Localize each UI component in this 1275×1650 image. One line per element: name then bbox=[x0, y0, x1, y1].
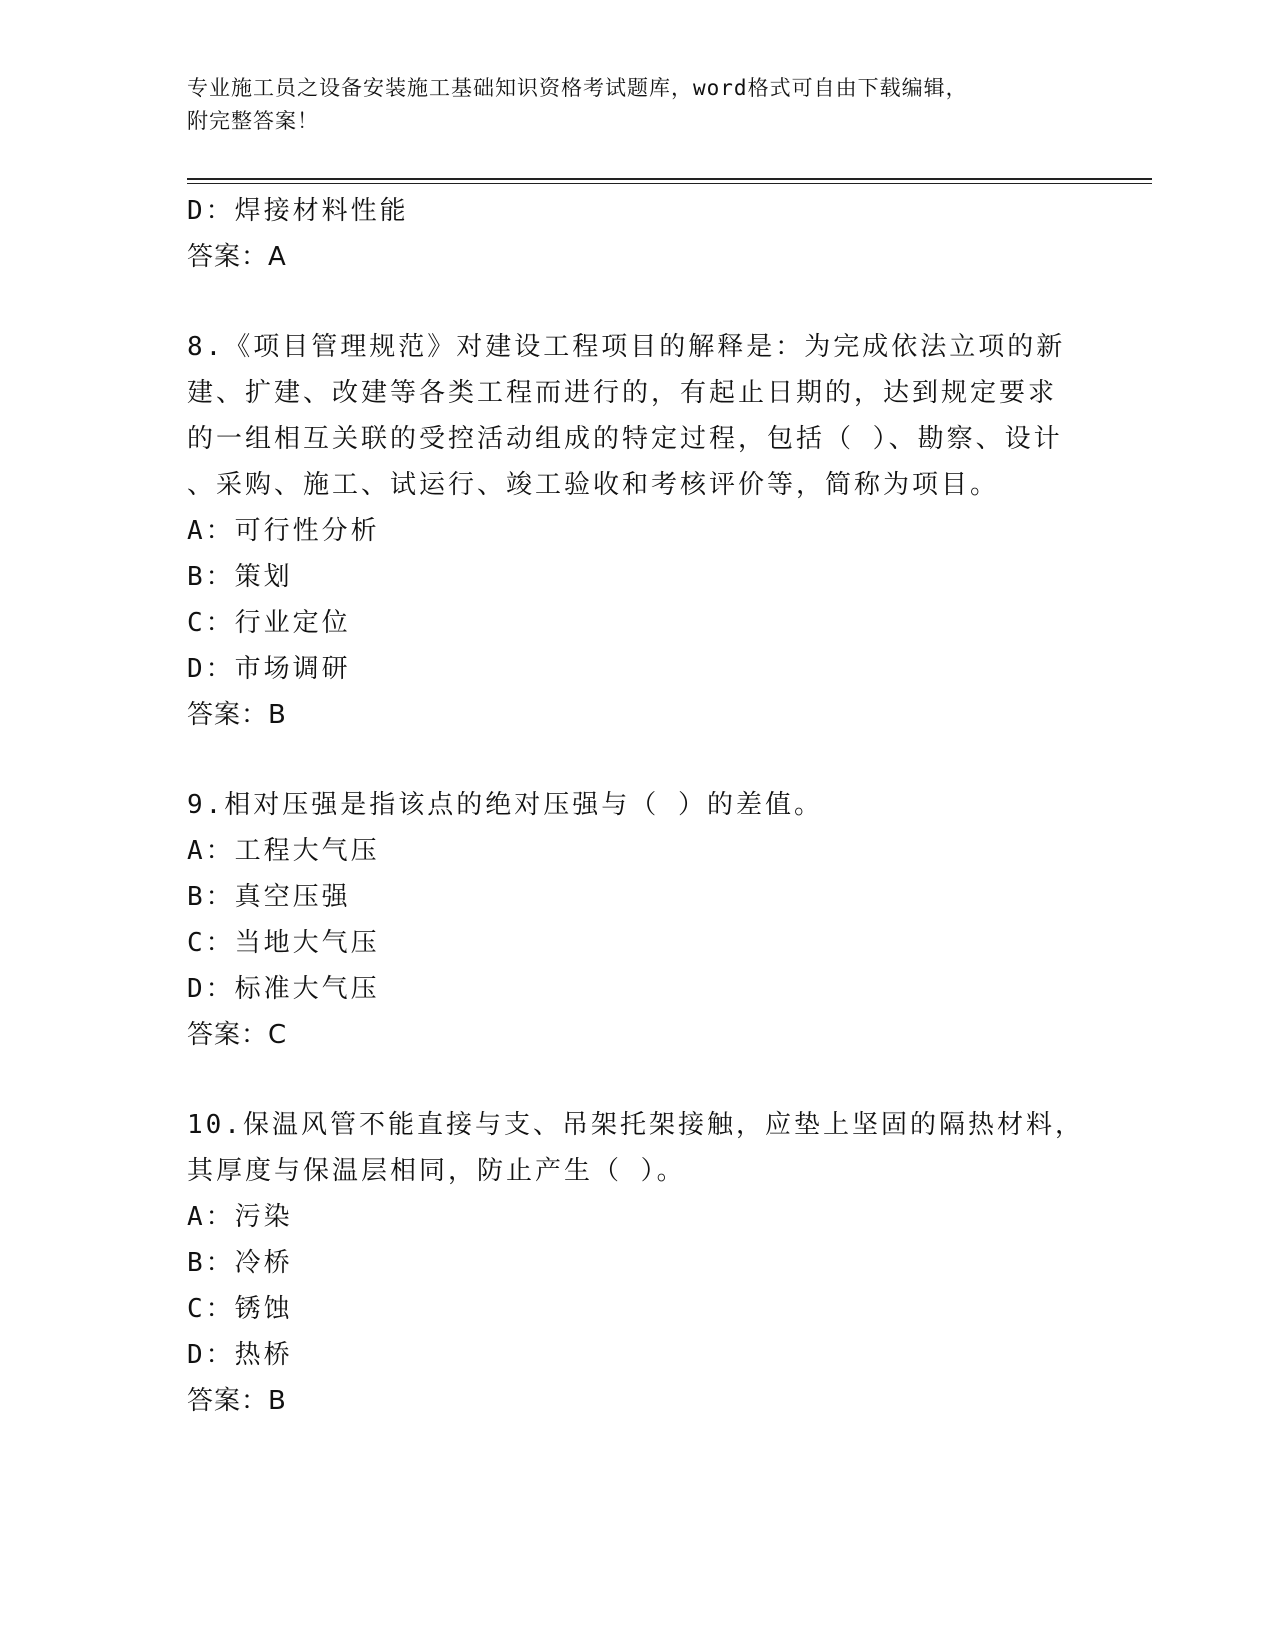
answer-label: 答案：A bbox=[187, 242, 287, 272]
question-stem-line: 其厚度与保温层相同，防止产生（ ）。 bbox=[187, 1156, 686, 1186]
question-list bbox=[187, 188, 1087, 1424]
header-line-2: 附完整答案！ bbox=[187, 109, 319, 133]
question-stem-line: 、采购、施工、试运行、竣工验收和考核评价等，简称为项目。 bbox=[187, 470, 1000, 500]
option-a: A：污染 bbox=[187, 1202, 293, 1232]
option-c: C：锈蚀 bbox=[187, 1294, 293, 1324]
question-stem-line: 的一组相互关联的受控活动组成的特定过程，包括（ ）、勘察、设计 bbox=[187, 424, 1063, 454]
question-7-tail bbox=[187, 188, 1087, 280]
option-d: D：热桥 bbox=[187, 1340, 293, 1370]
question-8 bbox=[187, 324, 1087, 738]
question-stem-line: 8.《项目管理规范》对建设工程项目的解释是：为完成依法立项的新 bbox=[187, 332, 1066, 362]
option-d: D：焊接材料性能 bbox=[187, 196, 409, 226]
option-b: B：真空压强 bbox=[187, 882, 351, 912]
question-stem-line: 建、扩建、改建等各类工程而进行的，有起止日期的，达到规定要求 bbox=[187, 378, 1058, 408]
document-header bbox=[187, 72, 1087, 138]
answer-label: 答案：B bbox=[187, 1386, 287, 1416]
question-10 bbox=[187, 1102, 1087, 1424]
question-stem-line: 9.相对压强是指该点的绝对压强与（ ）的差值。 bbox=[187, 790, 823, 820]
option-d: D：市场调研 bbox=[187, 654, 351, 684]
option-c: C：行业定位 bbox=[187, 608, 351, 638]
question-stem-line: 10.保温风管不能直接与支、吊架托架接触，应垫上坚固的隔热材料， bbox=[187, 1110, 1084, 1140]
header-divider-thick bbox=[187, 178, 1152, 180]
header-divider-thin bbox=[187, 183, 1152, 184]
option-a: A：可行性分析 bbox=[187, 516, 380, 546]
question-9 bbox=[187, 782, 1087, 1058]
answer-label: 答案：C bbox=[187, 1020, 288, 1050]
option-d: D：标准大气压 bbox=[187, 974, 380, 1004]
answer-label: 答案：B bbox=[187, 700, 287, 730]
option-c: C：当地大气压 bbox=[187, 928, 380, 958]
option-a: A：工程大气压 bbox=[187, 836, 380, 866]
option-b: B：冷桥 bbox=[187, 1248, 293, 1278]
header-line-1: 专业施工员之设备安装施工基础知识资格考试题库，word格式可自由下载编辑， bbox=[187, 76, 968, 100]
option-b: B：策划 bbox=[187, 562, 293, 592]
